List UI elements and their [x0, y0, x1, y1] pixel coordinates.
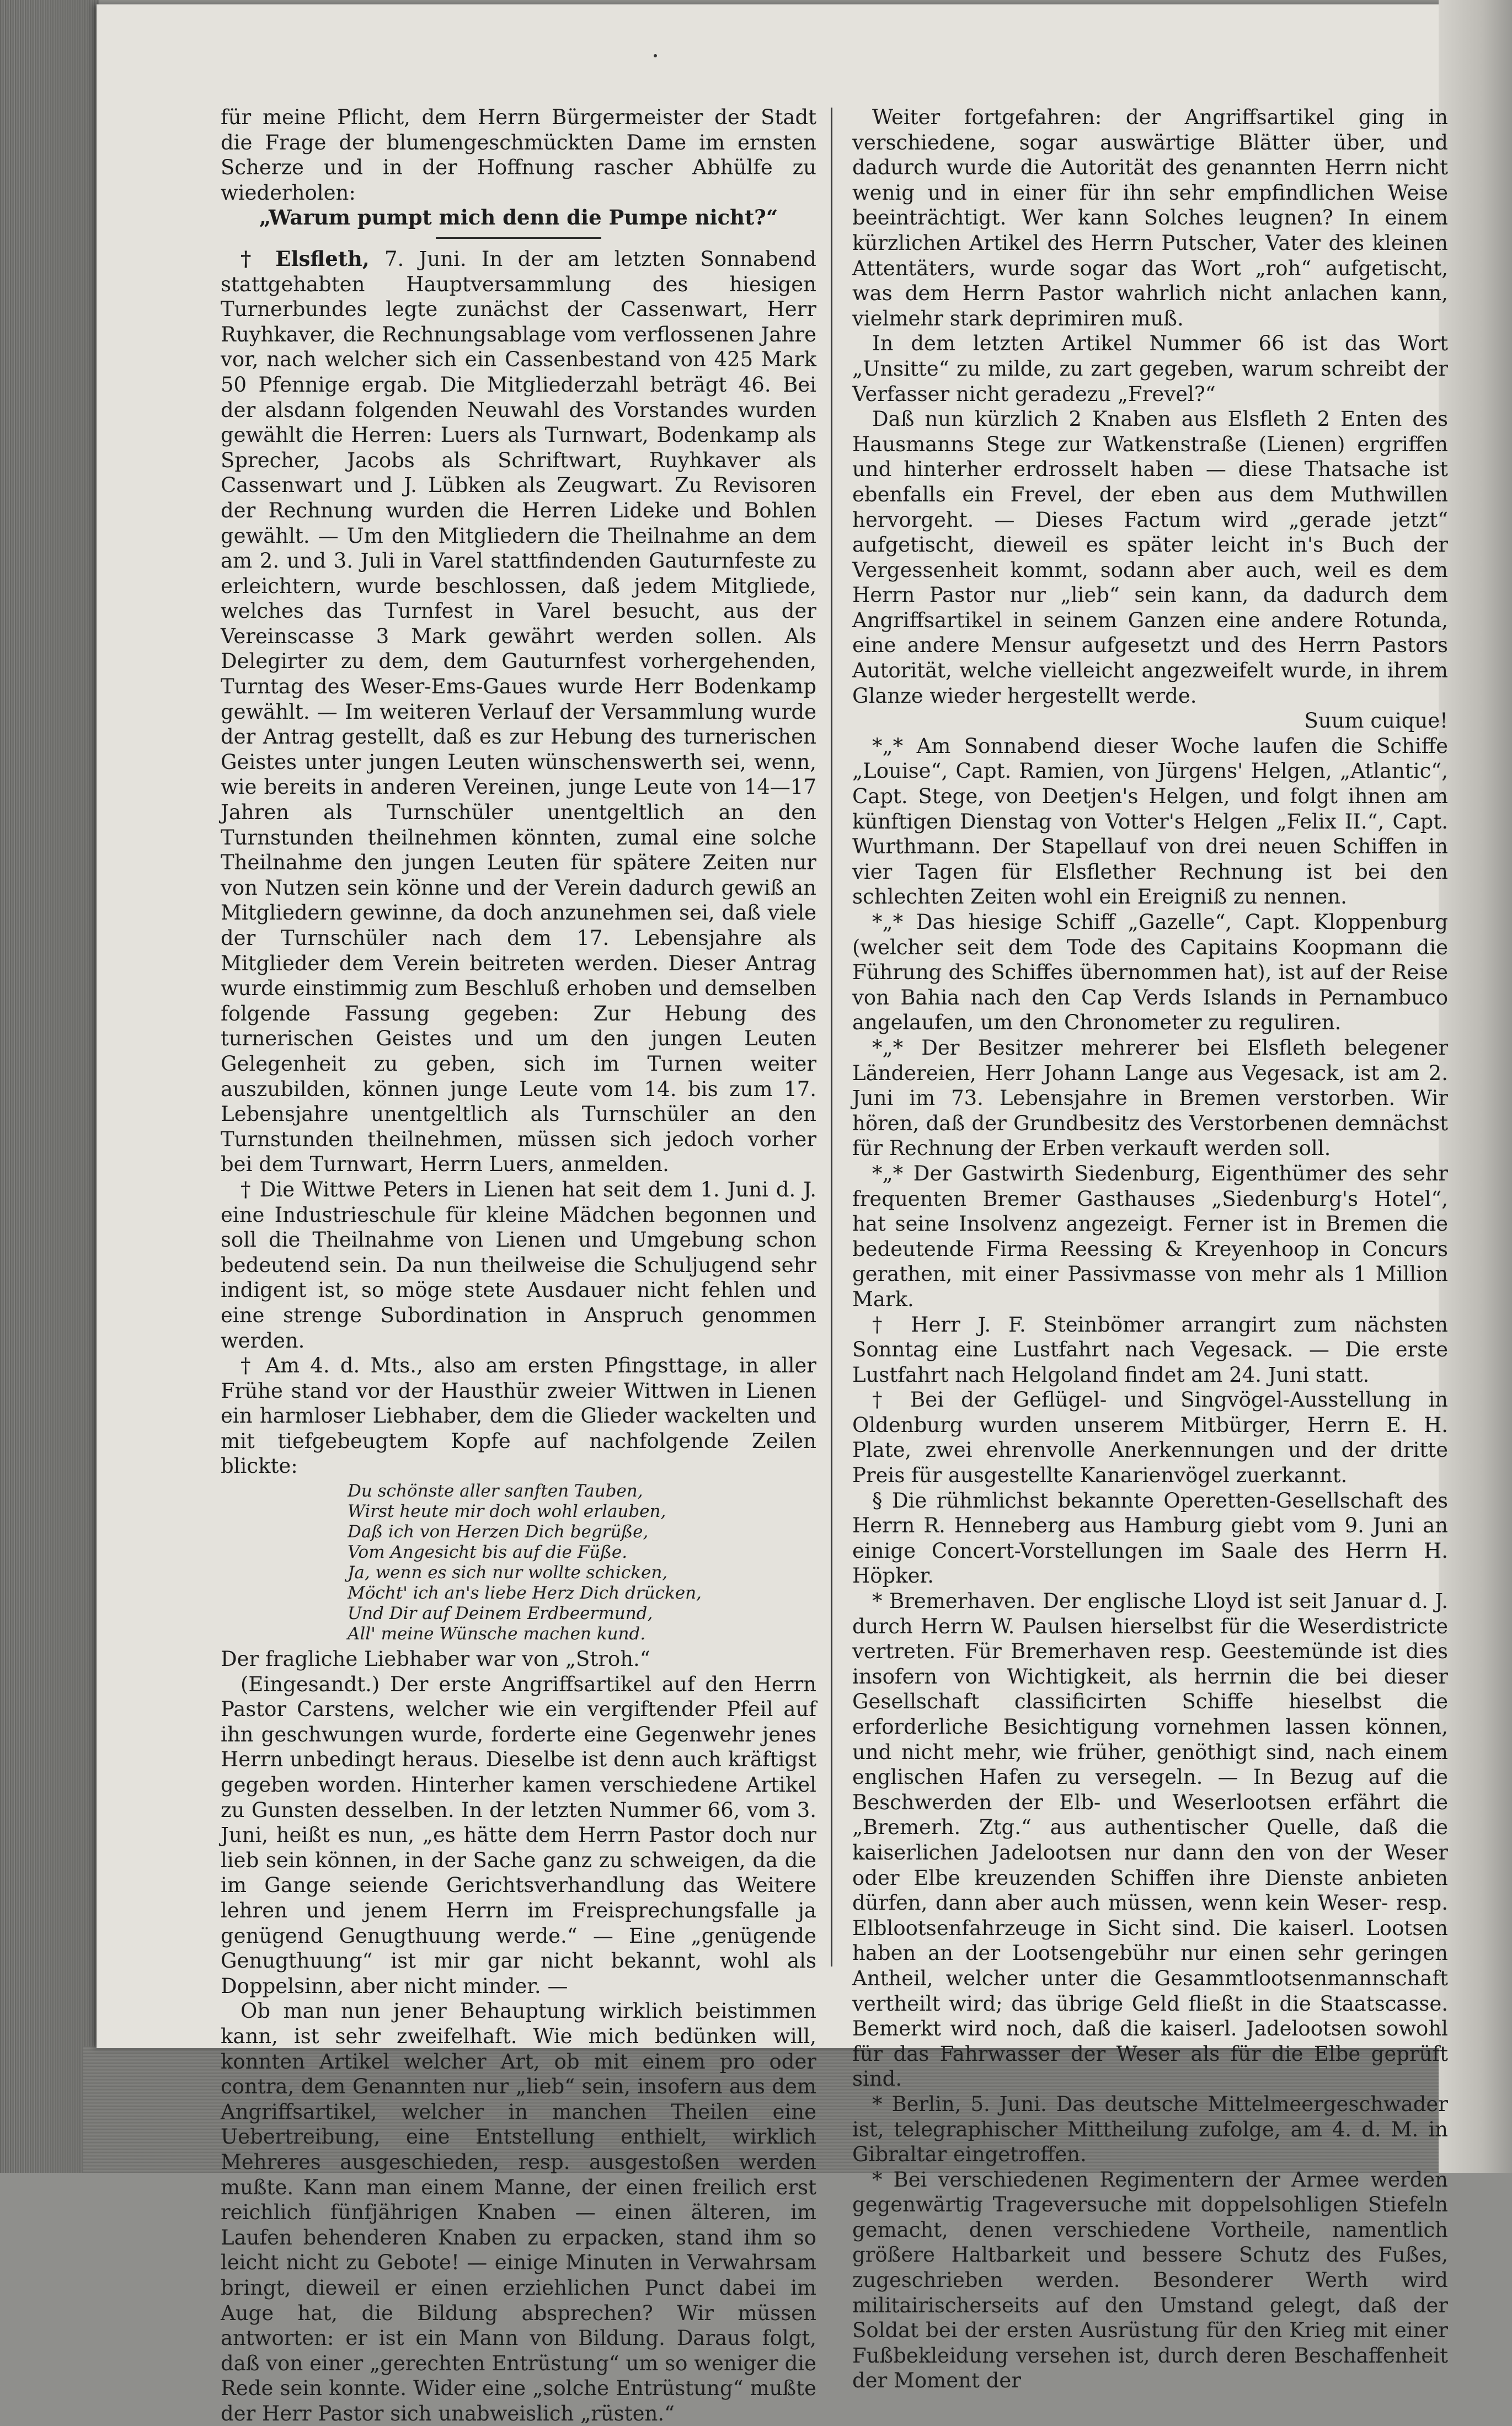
stroh-line: Der fragliche Liebhaber war von „Stroh.“ [221, 1647, 650, 1671]
intro-paragraph: für meine Pflicht, dem Herrn Bürgermeister der Stadt die Frage der blumengeschmückten Dame im ernsten Scherze und in der Hoffnung rascher Abhülfe zu wiederholen: [221, 105, 816, 205]
besitzer-article: *„* Der Besitzer mehrerer bei Elsfleth belegener Ländereien, Herr Johann Lange aus Vegesack, ist am 2. Juni im 73. Lebensjahre in Bremen verstorben. Wir hören, daß der Grundbesitz des Verstorbenen demnächst für Rechnung der Erben verkauft werden soll. [852, 1035, 1448, 1161]
poem [348, 1481, 816, 1644]
column-divider [831, 108, 832, 1967]
steinboemer-article: † Herr J. F. Steinbömer arrangirt zum nächsten Sonntag eine Lustfahrt nach Vegesack. — Die erste Lustfahrt nach Helgoland findet am 24. Juni statt. [852, 1312, 1448, 1387]
left-column [221, 105, 816, 2426]
poem-line: All' meine Wünsche machen kund. [348, 1624, 646, 1644]
poem-line: Ja, wenn es sich nur wollte schicken, [348, 1563, 668, 1583]
poem-line: Vom Angesicht bis auf die Füße. [348, 1542, 628, 1563]
elsfleth-text: 7. Juni. In der am letzten Sonnabend stattgehabten Hauptversammlung des hiesigen Turnerbundes legte zunächst der Cassenwart, Herr Ruyhkaver, die Rechnungsablage vom verflossenen Jahre vor, nach welcher sich ein Cassenbestand von 425 Mark 50 Pfennige ergab. Die Mitgliederzahl beträgt 46. Bei der alsdann folgenden Neuwahl des Vorstandes wurden gewählt die Herren: Luers als Turnwart, Bodenkamp als Sprecher, Jacobs als Schriftwart, Ruyhkaver als Cassenwart und J. Lübken als Zeugwart. Zu Revisoren der Rechnung wurden die Herren Lideke und Bohlen gewählt. — Um den Mitgliedern die Theilnahme an dem am 2. und 3. Juli in Varel stattfindenden Gauturnfeste zu erleichtern, wurde beschlossen, daß jedem Mitgliede, welches das Turnfest in Varel besucht, aus der Vereinscasse 3 Mark gewährt werden sollen. Als Delegirter zu dem, dem Gauturnfest vorhergehenden, Turntag des Weser-Ems-Gaues wurde Herr Bodenkamp gewählt. — Im weiteren Verlauf der Versammlung wurde der Antrag gestellt, daß es zur Hebung des turnerischen Geistes unter jungen Leuten wünschenswerth sei, wenn, wie bereits in anderen Vereinen, junge Leute von 14—17 Jahren als Turnschüler unentgeltlich an den Turnstunden theilnehmen könnten, zumal eine solche Theilnahme den jungen Leuten für spätere Zeiten nur von Nutzen sein könne und der Verein dadurch gewiß an Mitgliedern gewinne, da doch anzunehmen sei, daß viele der Turnschüler nach dem 17. Lebensjahre als Mitglieder dem Verein beitreten werden. Dieser Antrag wurde einstimmig zum Beschluß erhoben und demselben folgende Fassung gegeben: Zur Hebung des turnerischen Geistes und um den jungen Leuten Gelegenheit zu geben, sich im Turnen weiter auszubilden, können junge Leute vom 14. bis zum 17. Lebensjahre unentgeltlich als Turnschüler an den Turnstunden theilnehmen, müssen sich jedoch vorher bei dem Turnwart, Herrn Luers, anmelden. [221, 247, 816, 1177]
witwe-article: † Die Wittwe Peters in Lienen hat seit dem 1. Juni d. J. eine Industrieschule für kleine Mädchen begonnen und soll die Theilnahme von Lienen und Umgebung schon bedeutend sein. Da nun theilweise die Schuljugend sehr indigent ist, so möge stete Ausdauer nicht fehlen und eine strenge Subordination in Anspruch genommen werden. [221, 1177, 816, 1353]
weiter-paragraph: Weiter fortgefahren: der Angriffsartikel ging in verschiedene, sogar auswärtige Blätter über, und dadurch wurde die Autorität des genannten Herrn nicht wenig und in einer für ihn sehr empfindlichen Weise beeinträchtigt. Wer kann Solches leugnen? In einem kürzlichen Artikel des Herrn Putscher, Vater des kleinen Attentäters, wurde sogar das Wort „roh“ aufgetischt, was dem Herrn Pastor wahrlich nicht anlachen kann, vielmehr stark deprimiren muß. [852, 105, 1448, 330]
poem-line: Und Dir auf Deinem Erdbeermund, [348, 1604, 653, 1624]
operetten-article: § Die rühmlichst bekannte Operetten-Gesellschaft des Herrn R. Henneberg aus Hamburg giebt vom 9. Juni an einige Concert-Vorstellungen im Saale des Herrn H. Höpker. [852, 1488, 1448, 1588]
book-page-edges [0, 0, 99, 2173]
pump-quote: „Warum pumpt mich denn die Pumpe nicht?“ [259, 205, 778, 230]
letzten-paragraph: In dem letzten Artikel Nummer 66 ist das Wort „Unsitte“ zu milde, zu zart gegeben, warum schreibt der Verfasser nicht geradezu „Frevel?“ [852, 332, 1448, 406]
right-column [852, 105, 1448, 2393]
schiffe-article: *„* Am Sonnabend dieser Woche laufen die Schiffe „Louise“, Capt. Ramien, von Jürgens' Helgen, „Atlantic“, Capt. Stege, von Deetjen's Helgen, und folgt ihnen am künftigen Dienstag von Votter's Helgen „Felix II.“, Capt. Wurthmann. Der Stapellauf von drei neuen Schiffen in vier Tagen für Elsflether Rechnung ist bei den schlechten Zeiten wohl ein Ereigniß zu nennen. [852, 734, 1448, 909]
section-divider [436, 237, 601, 239]
poem-line: Du schönste aller sanften Tauben, [348, 1481, 643, 1501]
suum-cuique: Suum cuique! [1304, 709, 1448, 733]
regimenter-article: * Bei verschiedenen Regimentern der Armee werden gegenwärtig Trageversuche mit doppelsohligen Stiefeln gemacht, denen verschiedene Vortheile, namentlich größere Haltbarkeit und bessere Schutz des Fußes, zugeschrieben werden. Besonderer Werth wird militairischerseits auf den Umstand gelegt, daß der Soldat bei der ersten Ausrüstung für den Krieg mit einer Fußbekleidung versehen ist, durch deren Beschaffenheit der Moment der [852, 2167, 1448, 2393]
eingesandt-article: (Eingesandt.) Der erste Angriffsartikel auf den Herrn Pastor Carstens, welcher wie ein vergiftender Pfeil auf ihn geschwungen wurde, forderte eine Gegenwehr jenes Herrn unbedingt heraus. Dieselbe ist denn auch kräftigst gegeben worden. Hinterher kamen verschiedene Artikel zu Gunsten desselben. In der letzten Nummer 66, vom 3. Juni, heißt es nun, „es hätte dem Herrn Pastor doch nur lieb sein können, in der Sache ganz zu schweigen, da die im Gange seiende Gerichtsverhandlung das Weitere lehren und jenem Herrn im Freisprechungsfalle ja genügend Genugthuung werde.“ — Eine „genügende Genugthuung“ ist mir gar nicht bekannt, wohl als Doppelsinn, aber nicht minder. — [221, 1672, 816, 1998]
poem-line: Wirst heute mir doch wohl erlauben, [348, 1501, 666, 1522]
poem-line: Möcht' ich an's liebe Herz Dich drücken, [348, 1583, 702, 1604]
knaben-paragraph: Daß nun kürzlich 2 Knaben aus Elsfleth 2 Enten des Hausmanns Stege zur Watkenstraße (Lienen) ergriffen und hinterher erdrosselt haben — diese Thatsache ist ebenfalls ein Frevel, der eben aus dem Muthwillen hervorgeht. — Dieses Factum wird „gerade jetzt“ aufgetischt, dieweil es später leicht in's Buch der Vergessenheit kommt, sodann aber auch, weil es dem Herrn Pastor nur „lieb“ sein kann, da dadurch dem Angriffsartikel in seinem Ganzen eine andere Rotunda, eine andere Mensur aufgesetzt und des Herrn Pastors Autorität, welche vielleicht angezweifelt wurde, in ihrem Glanze wieder hergestellt werde. [852, 407, 1448, 708]
gefluegel-article: † Bei der Geflügel- und Singvögel-Ausstellung in Oldenburg wurden unserem Mitbürger, Herrn E. H. Plate, zwei ehrenvolle Anerkennungen und der dritte Preis für ausgestellte Kanarienvögel zuerkannt. [852, 1388, 1448, 1488]
berlin-article: * Berlin, 5. Juni. Das deutsche Mittelmeergeschwader ist, telegraphischer Mittheilung zufolge, am 4. d. M. in Gibraltar eingetroffen. [852, 2092, 1448, 2167]
gazelle-article: *„* Das hiesige Schiff „Gazelle“, Capt. Kloppenburg (welcher seit dem Tode des Capitains Koopmann die Führung des Schiffes übernommen hat), ist auf der Reise von Bahia nach den Cap Verds Islands in Pernambuco angelaufen, um den Chronometer zu reguliren. [852, 910, 1448, 1035]
elsfleth-article [221, 247, 816, 1177]
ob-man-paragraph: Ob man nun jener Behauptung wirklich beistimmen kann, ist sehr zweifelhaft. Wie mich bedünken will, konnten Artikel welcher Art, ob mit einem pro oder contra, dem Genannten nur „lieb“ sein, insofern aus dem Angriffsartikel, welcher in manchen Theilen eine Uebertreibung, eine Entstellung enthielt, wirklich Mehreres ausgeschieden, resp. ausgestoßen werden mußte. Kann man einem Manne, der einen freilich erst reichlich fünfjährigen Knaben — einen älteren, im Laufen behenderen Knaben zu erpacken, stand ihm so leicht nicht zu Gebote! — einige Minuten in Verwahrsam bringt, dieweil er einen erziehlichen Punct dabei im Auge hat, die Bildung absprechen? Wir müssen antworten: er ist ein Mann von Bildung. Daraus folgt, daß von einer „gerechten Entrüstung“ um so weniger die Rede sein konnte. Wider eine „solche Entrüstung“ mußte der Herr Pastor sich unabweislich „rüsten.“ [221, 1999, 816, 2425]
gastwirth-article: *„* Der Gastwirth Siedenburg, Eigenthümer des sehr frequenten Bremer Gasthauses „Siedenburg's Hotel“, hat seine Insolvenz angezeigt. Ferner ist in Bremen die bedeutende Firma Reessing & Kreyenhoop in Concurs gerathen, mit einer Passivmasse von mehr als 1 Million Mark. [852, 1161, 1448, 1311]
pfingsttag-article: † Am 4. d. Mts., also am ersten Pfingsttage, in aller Frühe stand vor der Hausthür zweier Wittwen in Lienen ein harmloser Liebhaber, dem die Glieder wackelten und mit tiefgebeugtem Kopfe auf nachfolgende Zeilen blickte: [221, 1354, 816, 1478]
page-mark [654, 54, 657, 57]
elsfleth-dateline: † Elsfleth, [241, 246, 370, 271]
book-spine [1439, 0, 1512, 2173]
poem-line: Daß ich von Herzen Dich begrüße, [348, 1522, 649, 1542]
bremerhaven-article: * Bremerhaven. Der englische Lloyd ist seit Januar d. J. durch Herrn W. Paulsen hierselbst für die Weserdistricte vertreten. Für Bremerhaven resp. Geestemünde ist dies insofern von Wichtigkeit, als herrnin die bei dieser Gesellschaft classificirten Schiffe hieselbst die erforderliche Besichtigung vornehmen lassen können, und nicht mehr, wie früher, genöthigt sind, nach einem englischen Hafen zu versegeln. — In Bezug auf die Beschwerden der Elb- und Weserlootsen erfährt die „Bremerh. Ztg.“ aus authentischer Quelle, daß die kaiserlichen Jadelootsen nur dann den von der Weser oder Elbe kreuzenden Schiffen ihre Dienste anbieten dürfen, dann aber auch müssen, wenn kein Weser- resp. Elblootsenfahrzeuge in Sicht sind. Die kaiserl. Lootsen haben an der Lootsengebühr nur einen sehr geringen Antheil, welcher unter die Gesammtlootsenmannschaft vertheilt wird; das übrige Geld fließt in die Staatscasse. Bemerkt wird noch, daß die kaiserl. Jadelootsen sowohl für das Fahrwasser der Weser als für die Elbe geprüft sind. [852, 1589, 1448, 2091]
